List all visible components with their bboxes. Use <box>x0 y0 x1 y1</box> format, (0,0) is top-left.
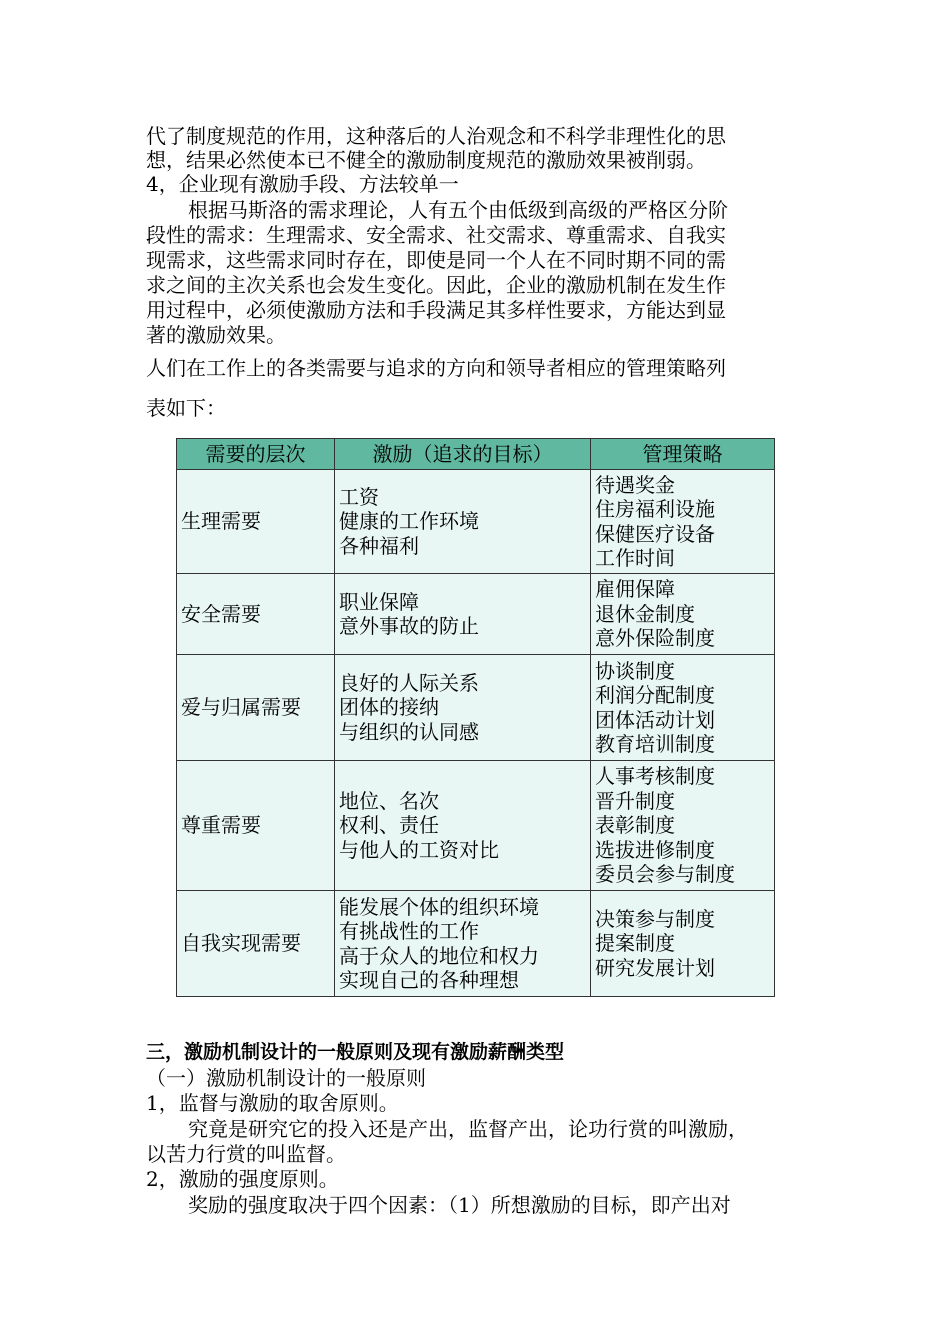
table-row <box>177 761 775 891</box>
level-cell: 爱与归属需要 <box>177 655 335 761</box>
strategies-cell <box>591 574 775 655</box>
goal-item: 有挑战性的工作 <box>339 919 479 943</box>
goal-item: 与组织的认同感 <box>339 719 479 744</box>
paragraph-line: 求之间的主次关系也会发生变化。因此，企业的激励机制在发生作 <box>146 273 726 297</box>
table-row <box>177 891 775 997</box>
goal-item: 高于众人的地位和权力 <box>339 943 539 968</box>
goal-item: 健康的工作环境 <box>339 509 479 534</box>
list-heading: 4，企业现有激励手段、方法较单一 <box>146 172 459 196</box>
strategy-item: 退休金制度 <box>595 601 695 626</box>
level-cell: 尊重需要 <box>177 761 335 891</box>
strategies-cell <box>591 655 775 761</box>
strategy-item: 住房福利设施 <box>595 497 715 521</box>
goals-cell <box>335 891 591 997</box>
section-heading: 三，激励机制设计的一般原则及现有激励薪酬类型 <box>146 1041 565 1063</box>
list-heading: 1，监督与激励的取舍原则。 <box>146 1091 399 1115</box>
goal-item: 实现自己的各种理想 <box>339 968 519 992</box>
strategy-item: 教育培训制度 <box>595 732 715 756</box>
goal-item: 各种福利 <box>339 533 419 558</box>
subsection-heading: （一）激励机制设计的一般原则 <box>146 1066 426 1090</box>
goal-item: 工资 <box>339 484 379 509</box>
goals-cell <box>335 574 591 655</box>
header-level: 需要的层次 <box>177 439 335 470</box>
strategy-item: 表彰制度 <box>595 813 675 838</box>
strategy-item: 雇佣保障 <box>595 577 675 602</box>
strategies-cell <box>591 470 775 574</box>
paragraph-line: 现需求，这些需求同时存在，即使是同一个人在不同时期不同的需 <box>146 248 726 272</box>
paragraph-line: 究竟是研究它的投入还是产出，监督产出，论功行赏的叫激励， <box>188 1117 748 1141</box>
goal-item: 能发展个体的组织环境 <box>339 894 539 919</box>
strategy-item: 利润分配制度 <box>595 683 715 707</box>
list-heading: 2，激励的强度原则。 <box>146 1167 339 1191</box>
goal-item: 职业保障 <box>339 589 419 614</box>
strategy-item: 工作时间 <box>595 546 675 570</box>
needs-strategy-table <box>176 438 775 997</box>
strategy-item: 待遇奖金 <box>595 472 675 497</box>
strategy-item: 保健医疗设备 <box>595 521 715 546</box>
paragraph-line: 代了制度规范的作用，这种落后的人治观念和不科学非理性化的思 <box>146 124 726 148</box>
goal-item: 良好的人际关系 <box>339 670 479 695</box>
goal-item: 权利、责任 <box>339 813 439 838</box>
strategies-cell <box>591 761 775 891</box>
level-cell: 生理需要 <box>177 470 335 574</box>
paragraph-line: 以苦力行赏的叫监督。 <box>146 1142 346 1166</box>
strategy-item: 协谈制度 <box>595 658 675 683</box>
paragraph-line: 人们在工作上的各类需要与追求的方向和领导者相应的管理策略列 <box>146 356 726 380</box>
goal-item: 地位、名次 <box>339 788 439 813</box>
paragraph-line: 奖励的强度取决于四个因素：（1）所想激励的目标，即产出对 <box>188 1193 731 1217</box>
level-cell: 安全需要 <box>177 574 335 655</box>
strategy-item: 选拔进修制度 <box>595 837 715 862</box>
paragraph-line: 段性的需求：生理需求、安全需求、社交需求、尊重需求、自我实 <box>146 223 726 247</box>
strategy-item: 决策参与制度 <box>595 906 715 931</box>
goal-item: 与他人的工资对比 <box>339 837 499 862</box>
strategy-item: 人事考核制度 <box>595 764 715 789</box>
table-row <box>177 574 775 655</box>
paragraph-line: 用过程中，必须使激励方法和手段满足其多样性要求，方能达到显 <box>146 298 726 322</box>
table-header-row <box>177 439 775 470</box>
strategy-item: 团体活动计划 <box>595 707 715 732</box>
strategy-item: 研究发展计划 <box>595 955 715 980</box>
strategy-item: 委员会参与制度 <box>595 862 735 887</box>
strategy-item: 晋升制度 <box>595 788 675 813</box>
header-strategies: 管理策略 <box>591 439 775 470</box>
strategy-item: 提案制度 <box>595 931 675 956</box>
goals-cell <box>335 761 591 891</box>
paragraph-line: 想，结果必然使本已不健全的激励制度规范的激励效果被削弱。 <box>146 148 706 172</box>
goals-cell <box>335 655 591 761</box>
paragraph-line: 表如下： <box>146 396 226 420</box>
header-goals: 激励（追求的目标） <box>335 439 591 470</box>
strategies-cell <box>591 891 775 997</box>
goal-item: 团体的接纳 <box>339 695 439 720</box>
strategy-item: 意外保险制度 <box>595 626 715 651</box>
paragraph-line: 著的激励效果。 <box>146 323 286 347</box>
goal-item: 意外事故的防止 <box>339 614 479 638</box>
paragraph-line: 根据马斯洛的需求理论，人有五个由低级到高级的严格区分阶 <box>188 198 728 222</box>
goals-cell <box>335 470 591 574</box>
level-cell: 自我实现需要 <box>177 891 335 997</box>
table-row <box>177 655 775 761</box>
table-row <box>177 470 775 574</box>
